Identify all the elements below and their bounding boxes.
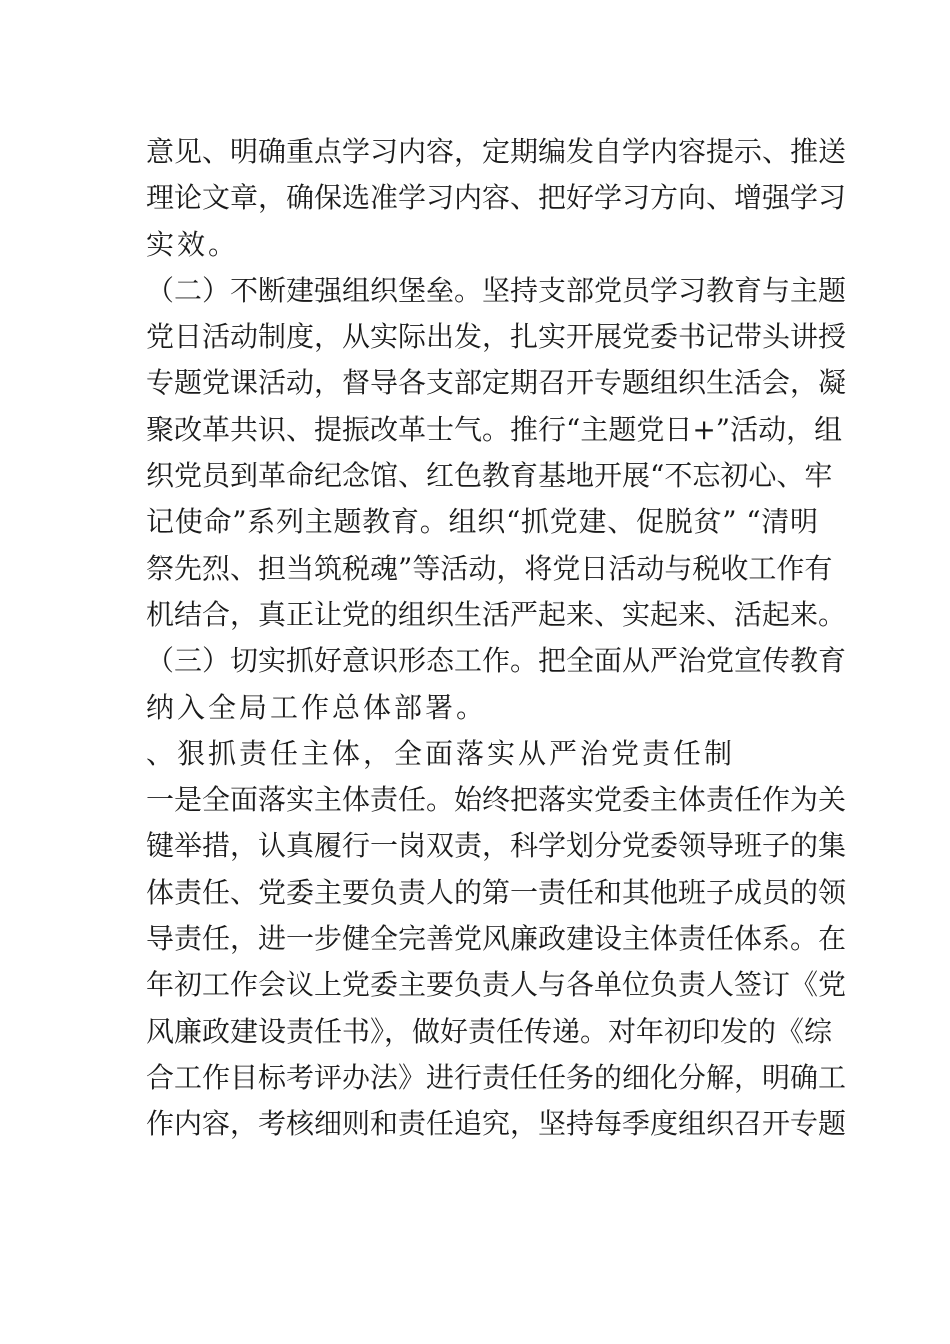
text-line-8: 织党员到革命纪念馆、红色教育基地开展“不忘初心、牢 bbox=[146, 459, 833, 493]
text-line-22: 作内容，考核细则和责任追究，坚持每季度组织召开专题 bbox=[146, 1107, 847, 1141]
text-line-1: 意见、明确重点学习内容，定期编发自学内容提示、推送 bbox=[146, 135, 847, 168]
text-line-2: 理论文章，确保选准学习内容、把好学习方向、增强学习 bbox=[146, 181, 847, 215]
text-line-3: 实效。 bbox=[146, 227, 240, 261]
text-line-9: 记使命”系列主题教育。组织“抓党建、促脱贫” “清明 bbox=[146, 505, 818, 539]
text-line-7: 聚改革共识、提振改革士气。推行“主题党日+”活动，组 bbox=[146, 412, 843, 446]
text-line-21: 合工作目标考评办法》进行责任任务的细化分解，明确工 bbox=[146, 1060, 847, 1094]
text-line-4: （二）不断建强组织堡垒。坚持支部党员学习教育与主题 bbox=[146, 273, 847, 307]
document-body bbox=[146, 129, 847, 1148]
text-line-20: 风廉政建设责任书》，做好责任传递。对年初印发的《综 bbox=[146, 1014, 833, 1048]
text-line-11: 机结合，真正让党的组织生活严起来、实起来、活起来。 bbox=[146, 597, 847, 631]
text-line-13: 纳入全局工作总体部署。 bbox=[146, 690, 488, 724]
text-line-10: 祭先烈、担当筑税魂”等活动，将党日活动与税收工作有 bbox=[146, 551, 833, 585]
text-line-15: 一是全面落实主体责任。始终把落实党委主体责任作为关 bbox=[146, 783, 847, 817]
text-line-19: 年初工作会议上党委主要负责人与各单位负责人签订《党 bbox=[146, 968, 847, 1002]
text-line-5: 党日活动制度，从实际出发，扎实开展党委书记带头讲授 bbox=[146, 320, 847, 354]
text-line-18: 导责任，进一步健全完善党风廉政建设主体责任体系。在 bbox=[146, 922, 847, 956]
text-line-17: 体责任、党委主要负责人的第一责任和其他班子成员的领 bbox=[146, 875, 847, 909]
text-line-16: 键举措，认真履行一岗双责，科学划分党委领导班子的集 bbox=[146, 829, 847, 863]
text-line-6: 专题党课活动，督导各支部定期召开专题组织生活会，凝 bbox=[146, 366, 847, 400]
text-line-14: 、狠抓责任主体，全面落实从严治党责任制 bbox=[146, 736, 736, 770]
text-line-12: （三）切实抓好意识形态工作。把全面从严治党宣传教育 bbox=[146, 644, 847, 678]
